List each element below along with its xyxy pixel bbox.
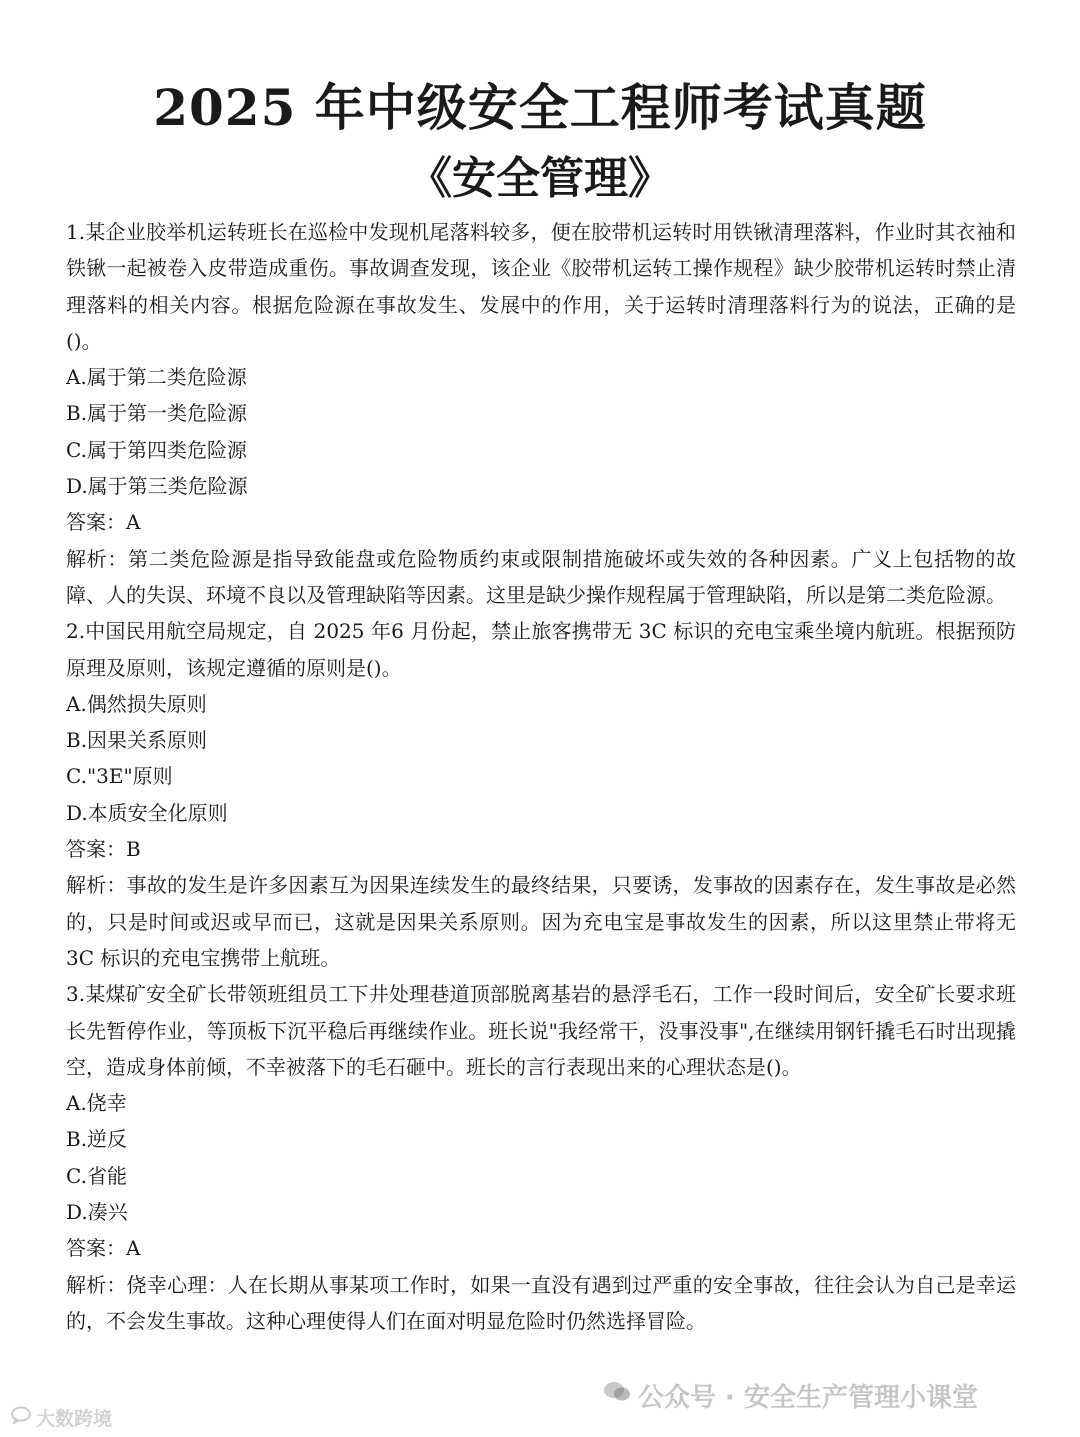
option-c: C."3E"原则 [66, 764, 173, 789]
option-d: D.本质安全化原则 [66, 800, 228, 825]
wechat-icon [602, 1379, 632, 1412]
question-stem: 2.中国民用航空局规定，自 2025 年6 月份起，禁止旅客携带无 3C 标识的充电宝乘坐境内航班。根据预防原理及原则，该规定遵循的原则是()。 [66, 619, 1016, 680]
question-list [66, 214, 1016, 1339]
analysis: 解析：第二类危险源是指导致能盘或危险物质约束或限制措施破坏或失效的各种因素。广义上包括物的故障、人的失误、环境不良以及管理缺陷等因素。这里是缺少操作规程属于管理缺陷，所以是第二类危险源。 [66, 546, 1016, 607]
option-d: D.凑兴 [66, 1200, 128, 1225]
question-stem: 1.某企业胶举机运转班长在巡检中发现机尾落料较多，便在胶带机运转时用铁锹清理落料，作业时其衣袖和铁锹一起被卷入皮带造成重伤。事故调查发现，该企业《胶带机运转工操作规程》缺少胶带机运转时禁止清理落料的相关内容。根据危险源在事故发生、发展中的作用，关于运转时清理落料行为的说法，正确的是()。 [66, 220, 1016, 353]
watermark-right [602, 1377, 978, 1414]
document-subtitle: 《安全管理》 [408, 153, 672, 204]
option-b: B.逆反 [66, 1127, 128, 1152]
option-b: B.因果关系原则 [66, 728, 208, 753]
watermark-left-text: 大数跨境 [36, 1408, 113, 1430]
analysis: 解析：侥幸心理：人在长期从事某项工作时，如果一直没有遇到过严重的安全事故，往往会认为自己是幸运的，不会发生事故。这种心理使得人们在面对明显危险时仍然选择冒险。 [66, 1272, 1016, 1333]
watermark-right-text: 公众号 · 安全生产管理小课堂 [638, 1383, 978, 1413]
option-c: C.属于第四类危险源 [66, 437, 247, 462]
option-a: A.属于第二类危险源 [66, 365, 247, 390]
answer: 答案：A [66, 1236, 141, 1261]
answer: 答案：B [66, 837, 141, 862]
option-b: B.属于第一类危险源 [66, 401, 248, 426]
option-d: D.属于第三类危险源 [66, 474, 248, 499]
answer: 答案：A [66, 510, 141, 535]
chat-bubble-icon [10, 1406, 32, 1429]
question-3 [66, 976, 1016, 1339]
question-1 [66, 214, 1016, 613]
option-a: A.偶然损失原则 [66, 691, 207, 716]
analysis: 解析：事故的发生是许多因素互为因果连续发生的最终结果，只要诱，发事故的因素存在，发生事故是必然的，只是时间或迟或早而已，这就是因果关系原则。因为充电宝是事故发生的因素，所以这里禁止带将无 3C 标识的充电宝携带上航班。 [66, 873, 1016, 970]
option-a: A.侥幸 [66, 1091, 127, 1116]
question-2 [66, 613, 1016, 976]
question-stem: 3.某煤矿安全矿长带领班组员工下井处理巷道顶部脱离基岩的悬浮毛石，工作一段时间后，安全矿长要求班长先暂停作业，等顶板下沉平稳后再继续作业。班长说"我经常干，没事没事",在继续用钢钎撬毛石时出现撬空，造成身体前倾，不幸被落下的毛石砸中。班长的言行表现出来的心理状态是()。 [66, 982, 1016, 1079]
watermark-left [10, 1404, 112, 1431]
option-c: C.省能 [66, 1163, 127, 1188]
document-title: 2025 年中级安全工程师考试真题 [153, 78, 927, 137]
